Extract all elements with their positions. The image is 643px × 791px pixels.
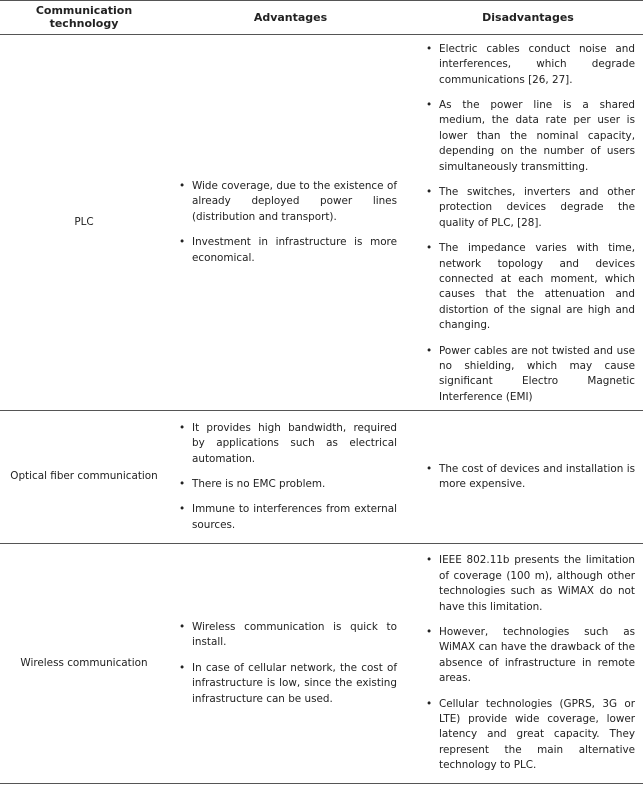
disadvantages-cell — [413, 35, 643, 411]
list-item: • Wide coverage, due to the existence of already deployed power lines (distribution and transport). — [178, 179, 397, 225]
advantages-cell — [168, 544, 413, 784]
list-item: • It provides high bandwidth, required by applications such as electrical automation. — [178, 421, 397, 467]
header-row — [0, 1, 643, 35]
list-item: • Immune to interferences from external sources. — [178, 502, 397, 533]
technology-cell: Wireless communication — [20, 656, 148, 669]
table-row-optical-fiber — [0, 411, 643, 544]
list-item: • Investment in infrastructure is more economical. — [178, 235, 397, 266]
technology-cell: PLC — [74, 215, 94, 228]
advantages-cell — [168, 411, 413, 544]
list-item: • IEEE 802.11b presents the limitation of coverage (100 m), although other technologies such as WiMAX do not have this limitation. — [425, 553, 635, 615]
table-row-plc — [0, 35, 643, 411]
header-technology: Communication technology — [0, 1, 168, 35]
list-item: • Electric cables conduct noise and interferences, which degrade communications [26, 27]. — [425, 42, 635, 88]
header-disadvantages: Disadvantages — [413, 1, 643, 35]
list-item: • Wireless communication is quick to install. — [178, 620, 397, 651]
list-item: • Power cables are not twisted and use no shielding, which may cause significant Electro Magnetic Interference (EMI) — [425, 344, 635, 406]
list-item: • Cellular technologies (GPRS, 3G or LTE) provide wide coverage, lower latency and great capacity. They represent the main alternative technology to PLC. — [425, 697, 635, 774]
list-item: • The switches, inverters and other protection devices degrade the quality of PLC, [28]. — [425, 185, 635, 231]
header-advantages: Advantages — [168, 1, 413, 35]
list-item: • There is no EMC problem. — [178, 477, 397, 492]
table-row-wireless — [0, 544, 643, 784]
list-item: • The impedance varies with time, network topology and devices connected at each moment, which causes that the attenuation and distortion of the signal are high and changing. — [425, 241, 635, 333]
list-item: • In case of cellular network, the cost of infrastructure is low, since the existing infrastructure can be used. — [178, 661, 397, 707]
list-item: • The cost of devices and installation is more expensive. — [425, 462, 635, 493]
disadvantages-cell — [413, 411, 643, 544]
advantages-cell — [168, 35, 413, 411]
disadvantages-cell — [413, 544, 643, 784]
technology-cell: Optical fiber communication — [10, 470, 158, 483]
list-item: • However, technologies such as WiMAX can have the drawback of the absence of infrastructure in remote areas. — [425, 625, 635, 687]
list-item: • As the power line is a shared medium, the data rate per user is lower than the nominal capacity, depending on the number of users simultaneously transmitting. — [425, 98, 635, 175]
